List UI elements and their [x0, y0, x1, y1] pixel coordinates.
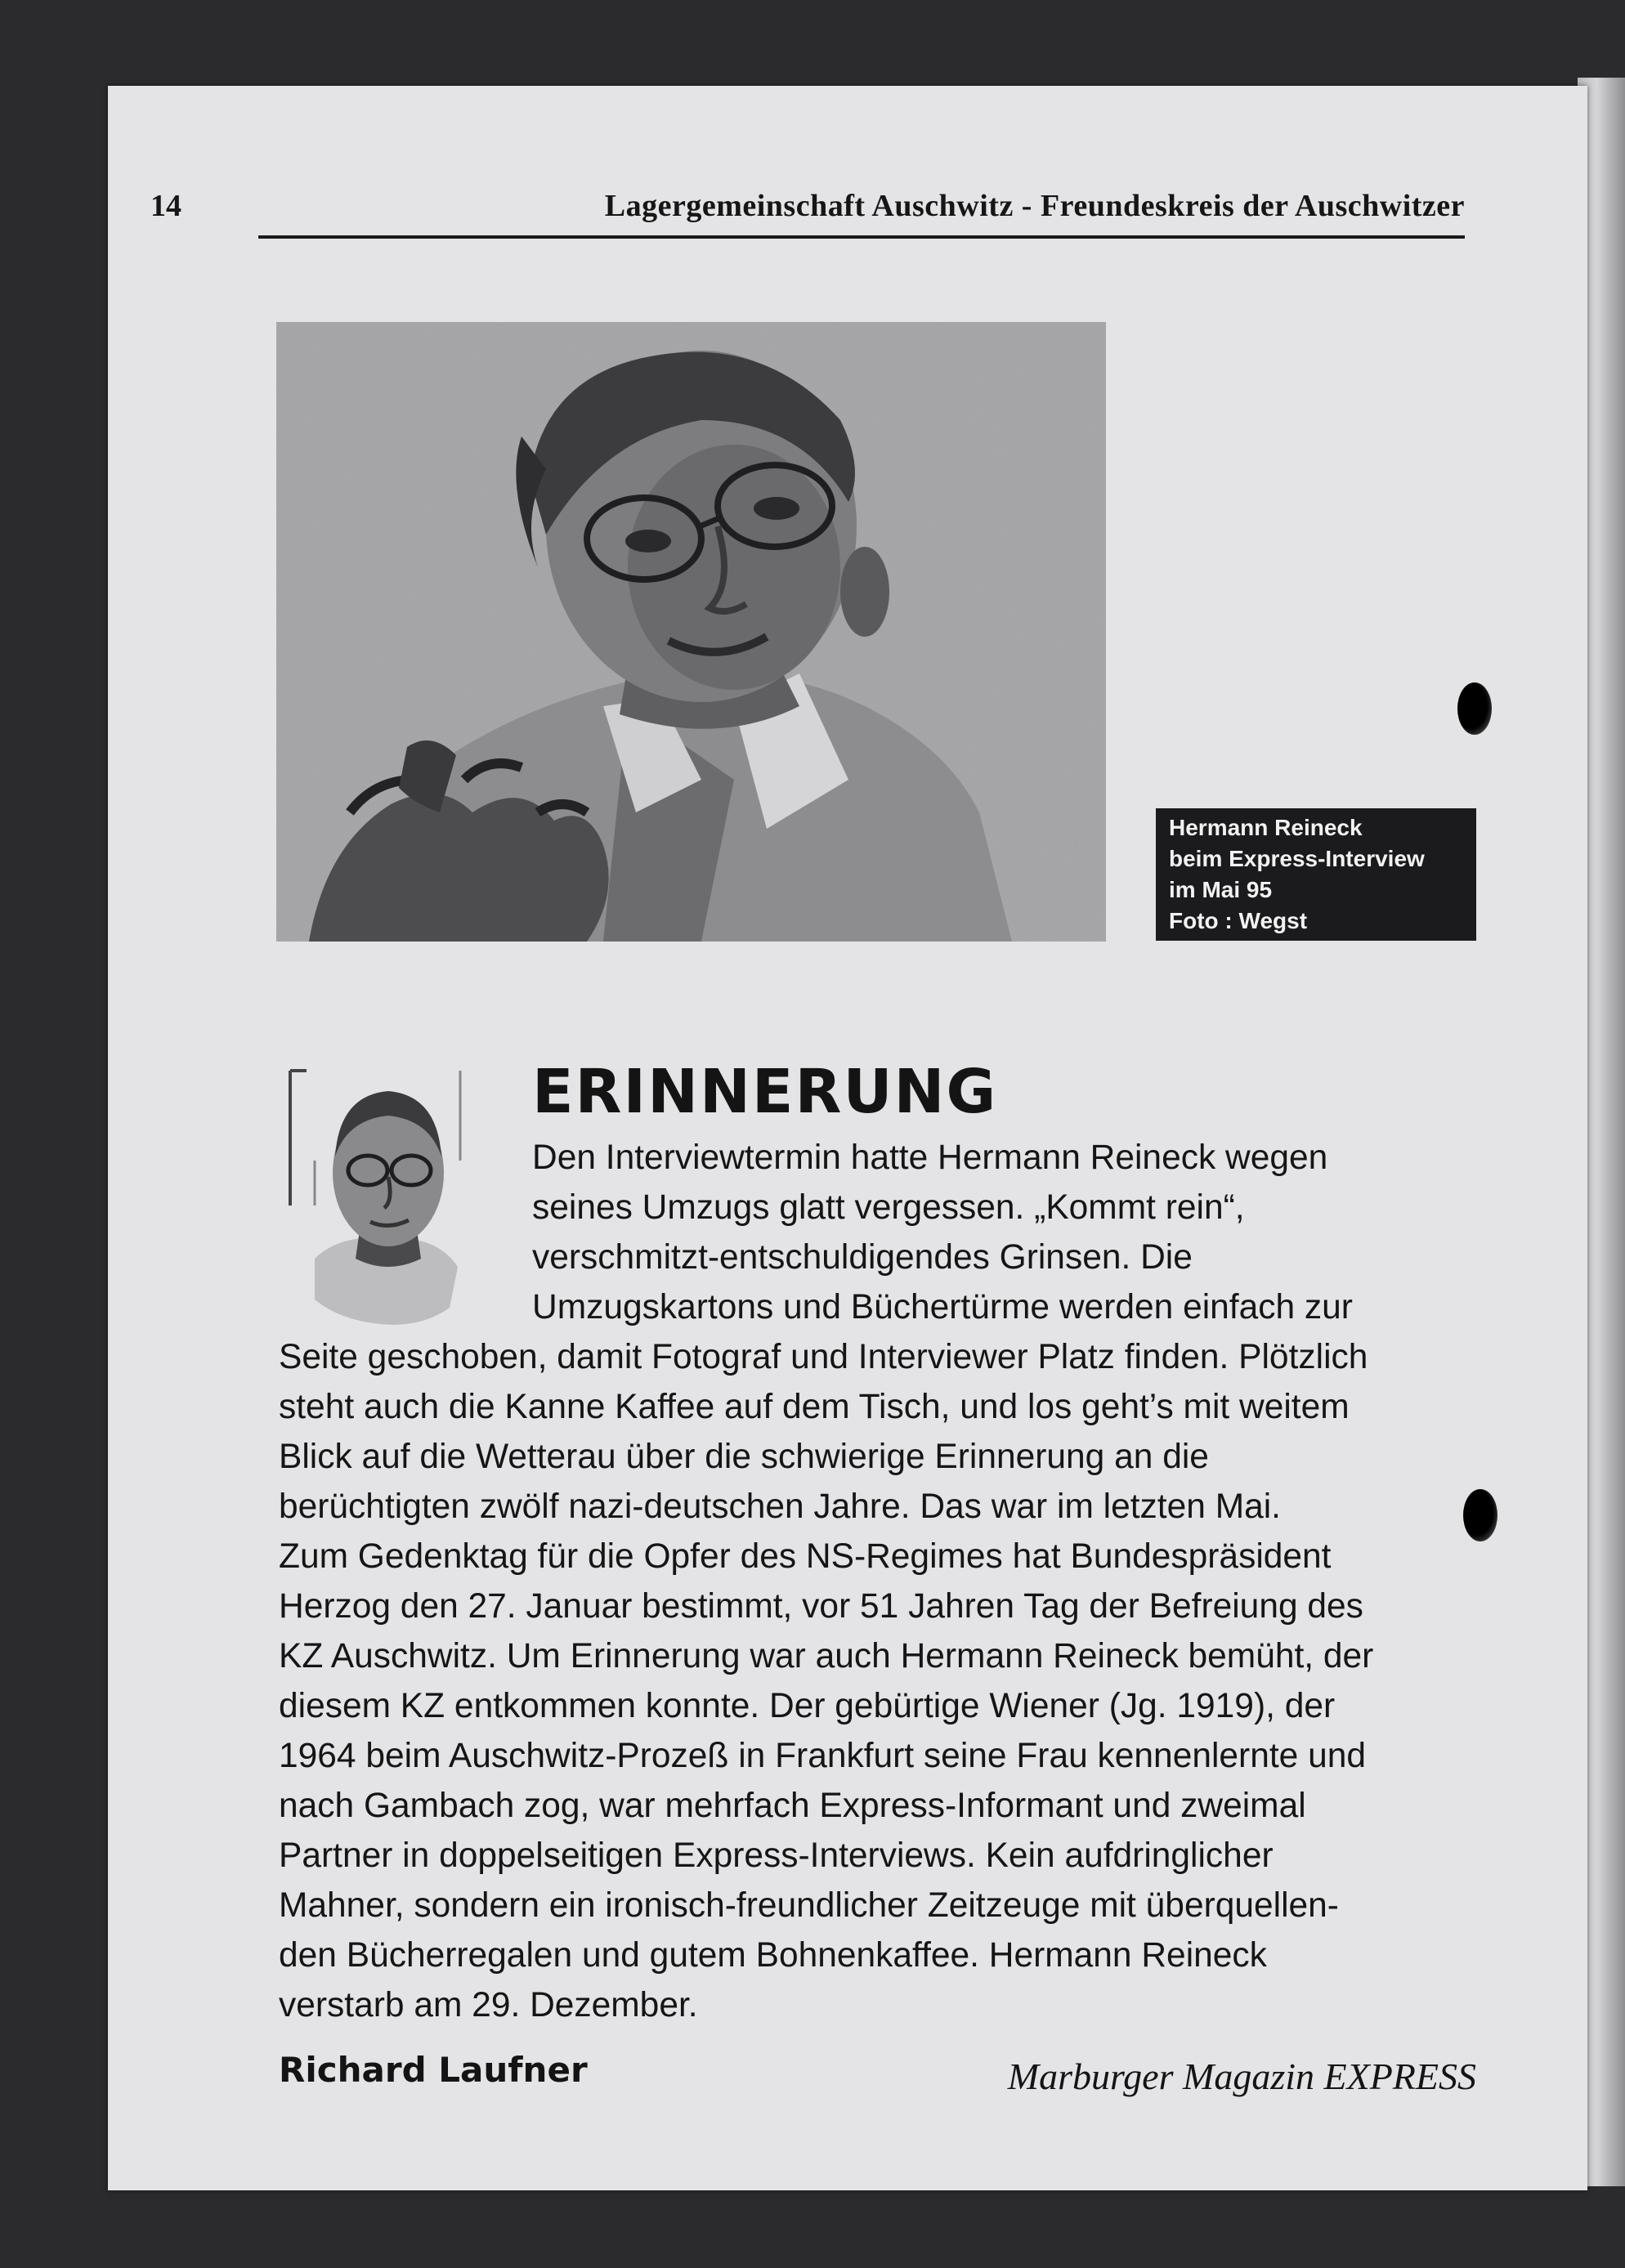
caption-line: Foto : Wegst: [1169, 908, 1308, 933]
photo-caption: [1156, 808, 1476, 941]
article-line: Herzog den 27. Januar bestimmt, vor 51 Jahren Tag der Befreiung des: [279, 1587, 1363, 1626]
caption-line: Hermann Reineck: [1169, 815, 1363, 840]
article-line: Zum Gedenktag für die Opfer des NS-Regimes hat Bundespräsident: [279, 1537, 1332, 1576]
article-line: den Bücherregalen und gutem Bohnenkaffee. Hermann Reineck: [279, 1936, 1267, 1975]
publication-title: Lagergemeinschaft Auschwitz - Freundeskreis der Auschwitzer: [604, 189, 1465, 223]
article-line: Den Interviewtermin hatte Hermann Reineck wegen: [532, 1138, 1328, 1177]
article-line: verschmitzt-entschuldigendes Grinsen. Die: [532, 1238, 1193, 1277]
article-line: Umzugskartons und Büchertürme werden einfach zur: [532, 1288, 1353, 1326]
article-line: 1964 beim Auschwitz-Prozeß in Frankfurt seine Frau kennenlernte und: [279, 1737, 1366, 1775]
article-line: Seite geschoben, damit Fotograf und Interviewer Platz finden. Plötzlich: [279, 1338, 1368, 1376]
page-header: [150, 188, 1465, 234]
article-source: Marburger Magazin EXPRESS: [1007, 2056, 1476, 2097]
article-body: [279, 1133, 1480, 2030]
article-line: verstarb am 29. Dezember.: [279, 1986, 698, 2024]
article-line: seines Umzugs glatt vergessen. „Kommt rein“,: [532, 1188, 1245, 1227]
article-line: diesem KZ entkommen konnte. Der gebürtige Wiener (Jg. 1919), der: [279, 1687, 1336, 1725]
punch-hole: [1457, 682, 1492, 735]
article-line: Blick auf die Wetterau über die schwierige Erinnerung an die: [279, 1438, 1209, 1476]
article-line: Mahner, sondern ein ironisch-freundlicher Zeitzeuge mit überquellen-: [279, 1886, 1339, 1925]
article-heading: ERINNERUNG: [532, 1057, 998, 1127]
article-author: Richard Laufner: [279, 2050, 588, 2090]
caption-line: beim Express-Interview: [1169, 846, 1425, 871]
caption-line: im Mai 95: [1169, 877, 1273, 902]
page-number: 14: [150, 189, 181, 223]
article-line: berüchtigten zwölf nazi-deutschen Jahre. Das war im letzten Mai.: [279, 1487, 1281, 1526]
portrait-photo: [276, 322, 1106, 942]
article-line: nach Gambach zog, war mehrfach Express-Informant und zweimal: [279, 1787, 1306, 1825]
article-line: KZ Auschwitz. Um Erinnerung war auch Hermann Reineck bemüht, der: [279, 1637, 1374, 1675]
article-line: Partner in doppelseitigen Express-Interviews. Kein aufdringlicher: [279, 1836, 1274, 1875]
article-line: steht auch die Kanne Kaffee auf dem Tisch, und los geht’s mit weitem: [279, 1388, 1350, 1426]
header-rule: [258, 235, 1465, 239]
